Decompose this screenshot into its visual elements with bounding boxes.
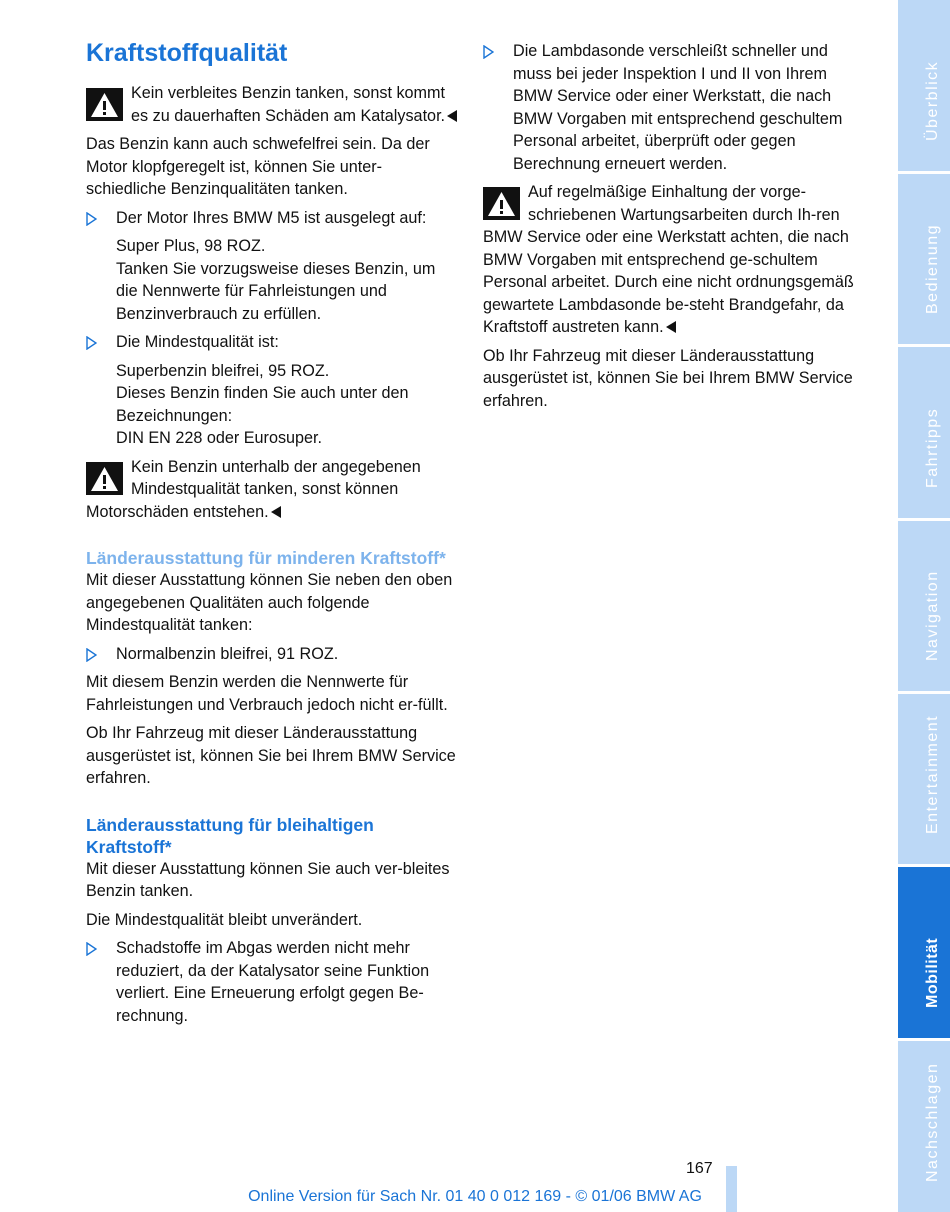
tab-label: Überblick <box>924 60 941 141</box>
detail-line: Tanken Sie vorzugsweise dieses Benzin, um die Nennwerte für Fahrleistungen und Benzinverbrauch zu erfüllen. <box>116 259 436 323</box>
tab-label: Fahrtipps <box>924 407 941 488</box>
chapter-sidebar <box>898 0 950 1212</box>
detail-line: DIN EN 228 oder Eurosuper. <box>116 429 323 447</box>
tab-label: Mobilität <box>924 937 941 1008</box>
tab-entertainment[interactable] <box>898 694 950 867</box>
end-mark-icon <box>447 110 457 122</box>
paragraph: Das Benzin kann auch schwefelfrei sein. Da der Motor klopfgeregelt ist, können Sie unter-schiedliche Benzinqualitäten tanken. <box>86 135 430 198</box>
list-item <box>86 643 458 666</box>
bullet-triangle-icon <box>86 336 97 350</box>
warning-triangle-icon <box>86 88 123 121</box>
end-mark-icon <box>666 321 676 333</box>
right-column <box>483 40 855 418</box>
list-item-detail <box>86 235 458 325</box>
end-mark-icon <box>271 506 281 518</box>
tab-label: Navigation <box>924 570 941 661</box>
warning-text: Kein verbleites Benzin tanken, sonst kommt es zu dauerhaften Schäden am Katalysator. <box>131 84 446 125</box>
detail-line: Superbenzin bleifrei, 95 ROZ. <box>116 361 330 380</box>
paragraph: Ob Ihr Fahrzeug mit dieser Länderausstattung ausgerüstet ist, können Sie bei Ihrem BMW Service erfahren. <box>483 346 853 410</box>
paragraph: Ob Ihr Fahrzeug mit dieser Länderausstattung ausgerüstet ist, können Sie bei Ihrem BMW Service erfahren. <box>86 724 456 787</box>
left-column <box>86 38 458 1033</box>
warning-note <box>86 82 458 127</box>
tab-fahrtipps[interactable] <box>898 347 950 521</box>
warning-text: Kein Benzin unterhalb der angegebenen Mindestqualität tanken, sonst können Motorschäden entstehen. <box>86 457 421 521</box>
tab-label: Bedienung <box>924 223 941 314</box>
list-item <box>86 207 458 230</box>
warning-note <box>86 456 458 524</box>
list-item-text: Schadstoffe im Abgas werden nicht mehr reduziert, da der Katalysator seine Funktion verliert. Eine Erneuerung erfolgt gegen Be-rechnung. <box>116 939 430 1025</box>
warning-note <box>483 181 855 339</box>
detail-line: Dieses Benzin finden Sie auch unter den Bezeichnungen: <box>116 384 409 425</box>
list-item-text: Normalbenzin bleifrei, 91 ROZ. <box>116 644 339 663</box>
bullet-triangle-icon <box>86 212 97 226</box>
list-item <box>86 331 458 354</box>
bullet-triangle-icon <box>483 45 494 59</box>
warning-triangle-icon <box>483 187 520 220</box>
section-heading: Länderausstattung für minderen Kraftstoff* <box>86 548 446 568</box>
list-item-detail <box>86 360 458 450</box>
detail-line: Super Plus, 98 ROZ. <box>116 237 266 255</box>
warning-text: Auf regelmäßige Einhaltung der vorge-schriebenen Wartungsarbeiten durch Ih-ren BMW Service oder eine Werkstatt achten, die nach BMW Vorgaben mit entsprechend ge-schultem Personal arbeitet. Durch eine nicht ordnungsgemäß gewartete Lambdasonde be-steht Brandgefahr, da Kraftstoff austreten kann. <box>483 183 854 336</box>
tab-label: Entertainment <box>924 714 941 834</box>
page-title: Kraftstoffqualität <box>86 39 288 67</box>
section-heading: Länderausstattung für bleihaltigen Kraftstoff* <box>86 814 374 857</box>
list-item-text: Die Lambdasonde verschleißt schneller und muss bei jeder Inspektion I und II von Ihrem BMW Service oder einer Werkstatt, die nach BMW Vorgaben mit entsprechend geschultem Personal arbeitet, überprüft oder gegen Berechnung erneuert werden. <box>513 42 843 173</box>
list-item <box>483 40 855 175</box>
tab-bedienung[interactable] <box>898 174 950 347</box>
warning-triangle-icon <box>86 462 123 495</box>
list-item-text: Der Motor Ihres BMW M5 ist ausgelegt auf: <box>116 208 427 227</box>
paragraph: Mit dieser Ausstattung können Sie neben den oben angegebenen Qualitäten auch folgende Mindestqualität tanken: <box>86 571 453 634</box>
paragraph: Die Mindestqualität bleibt unverändert. <box>86 910 363 929</box>
tab-navigation[interactable] <box>898 521 950 694</box>
paragraph: Mit diesem Benzin werden die Nennwerte für Fahrleistungen und Verbrauch jedoch nicht er-füllt. <box>86 673 448 714</box>
bullet-triangle-icon <box>86 648 97 662</box>
footer-text <box>0 1188 950 1206</box>
list-item-text: Die Mindestqualität ist: <box>116 333 279 351</box>
list-item <box>86 937 458 1027</box>
tab-label: Nachschlagen <box>924 1062 941 1182</box>
paragraph: Mit dieser Ausstattung können Sie auch ver-bleites Benzin tanken. <box>86 859 450 900</box>
bullet-triangle-icon <box>86 942 97 956</box>
tab-nachschlagen[interactable] <box>898 1041 950 1212</box>
footer-label: Online Version für Sach Nr. 01 40 0 012 169 - © 01/06 BMW AG <box>248 1188 702 1205</box>
page-number: 167 <box>686 1160 713 1177</box>
tab-ueberblick[interactable] <box>898 0 950 174</box>
tab-mobilitaet[interactable] <box>898 867 950 1041</box>
